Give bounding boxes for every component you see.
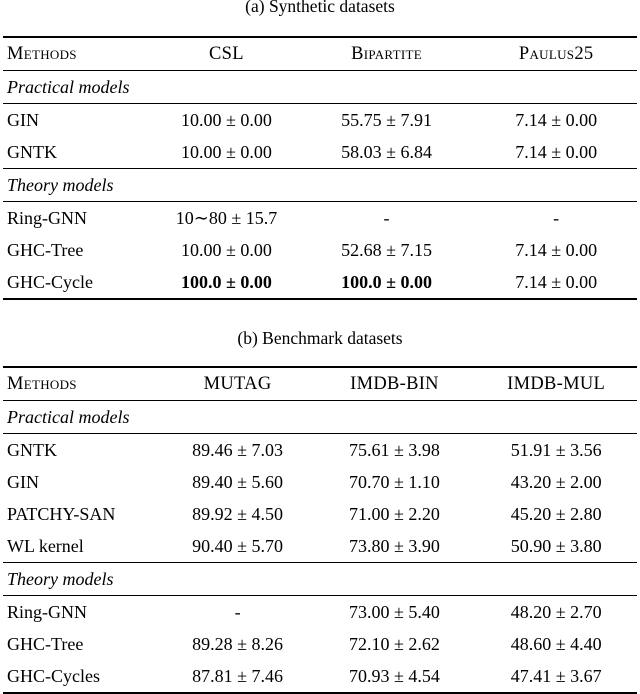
section-row-theory [3, 563, 637, 596]
value-cell: 10∼80 ± 15.7 [175, 208, 278, 228]
value-cell: 75.61 ± 3.98 [349, 440, 440, 460]
value-cell: 7.14 ± 0.00 [515, 272, 598, 292]
value-cell-best: 100.0 ± 0.00 [341, 272, 432, 292]
caption-benchmark-datasets: (b) Benchmark datasets [237, 328, 403, 348]
value-cell: 87.81 ± 7.46 [192, 666, 284, 686]
section-row-practical [3, 401, 637, 434]
table-row-gntk [3, 136, 637, 169]
value-cell: 72.10 ± 2.62 [349, 634, 440, 654]
value-cell: 89.46 ± 7.03 [192, 440, 284, 460]
table-row-ghc-cycle [3, 266, 637, 299]
table-row-ring-gnn [3, 202, 637, 235]
value-cell: 45.20 ± 2.80 [510, 504, 602, 524]
value-cell: 89.92 ± 4.50 [192, 504, 284, 524]
method-cell: Ring-GNN [7, 602, 87, 622]
value-cell: 10.00 ± 0.00 [181, 142, 272, 162]
value-cell: 7.14 ± 0.00 [515, 240, 598, 260]
caption-synthetic-datasets: (a) Synthetic datasets [245, 0, 395, 16]
col-header-imdb-mul: IMDB-MUL [507, 374, 606, 394]
table-row-ghc-tree [3, 234, 637, 266]
value-cell: 58.03 ± 6.84 [341, 142, 432, 162]
value-cell: 71.00 ± 2.20 [349, 504, 440, 524]
col-header-bipartite: Bipartite [351, 44, 422, 64]
value-cell: 90.40 ± 5.70 [192, 536, 284, 556]
value-cell: 7.14 ± 0.00 [515, 142, 598, 162]
table-row-wl-kernel [3, 530, 637, 563]
value-cell: 70.93 ± 4.54 [349, 666, 440, 686]
col-header-csl: CSL [209, 44, 244, 64]
value-cell: 48.20 ± 2.70 [510, 602, 602, 622]
method-cell: GHC-Cycles [7, 666, 100, 686]
table-row-gin [3, 466, 637, 498]
value-cell: 51.91 ± 3.56 [510, 440, 602, 460]
table-synthetic-datasets [3, 36, 637, 300]
value-cell: 55.75 ± 7.91 [341, 110, 432, 130]
value-cell: 89.28 ± 8.26 [192, 634, 284, 654]
value-cell: 73.00 ± 5.40 [349, 602, 440, 622]
value-cell: 52.68 ± 7.15 [341, 240, 432, 260]
table-row-patchy-san [3, 498, 637, 530]
value-cell: - [383, 208, 390, 228]
section-row-theory [3, 169, 637, 202]
method-cell: GHC-Tree [7, 240, 84, 260]
value-cell: 7.14 ± 0.00 [515, 110, 598, 130]
table-row-ghc-tree [3, 628, 637, 660]
col-header-methods: Methods [7, 44, 77, 64]
method-cell: GIN [7, 472, 39, 492]
section-label: Practical models [7, 77, 130, 97]
table-row-gin [3, 104, 637, 137]
value-cell: 50.90 ± 3.80 [510, 536, 602, 556]
value-cell: 47.41 ± 3.67 [510, 666, 602, 686]
value-cell: 70.70 ± 1.10 [349, 472, 440, 492]
value-cell: 43.20 ± 2.00 [510, 472, 602, 492]
method-cell: GIN [7, 110, 39, 130]
table-row-ghc-cycles [3, 660, 637, 693]
table-benchmark-datasets [3, 366, 637, 694]
method-cell: GNTK [7, 440, 57, 460]
section-row-practical [3, 71, 637, 104]
col-header-mutag: MUTAG [203, 374, 272, 394]
table-row-ring-gnn [3, 596, 637, 629]
value-cell: 89.40 ± 5.60 [192, 472, 284, 492]
value-cell: - [553, 208, 560, 228]
section-label: Theory models [7, 175, 114, 195]
method-cell: GNTK [7, 142, 57, 162]
value-cell: 48.60 ± 4.40 [510, 634, 602, 654]
value-cell: 10.00 ± 0.00 [181, 240, 272, 260]
header-row [3, 367, 637, 401]
table-row-gntk [3, 434, 637, 467]
method-cell: Ring-GNN [7, 208, 87, 228]
header-row [3, 37, 637, 71]
method-cell: PATCHY-SAN [7, 504, 116, 524]
col-header-paulus25: Paulus25 [518, 44, 594, 64]
value-cell: 10.00 ± 0.00 [181, 110, 272, 130]
method-cell: GHC-Cycle [7, 272, 93, 292]
method-cell: GHC-Tree [7, 634, 84, 654]
method-cell: WL kernel [7, 536, 84, 556]
col-header-imdb-bin: IMDB-BIN [350, 374, 439, 394]
value-cell: 73.80 ± 3.90 [349, 536, 440, 556]
value-cell: - [234, 602, 241, 622]
col-header-methods: Methods [7, 374, 77, 394]
section-label: Practical models [7, 407, 130, 427]
section-label: Theory models [7, 569, 114, 589]
value-cell-best: 100.0 ± 0.00 [181, 272, 272, 292]
